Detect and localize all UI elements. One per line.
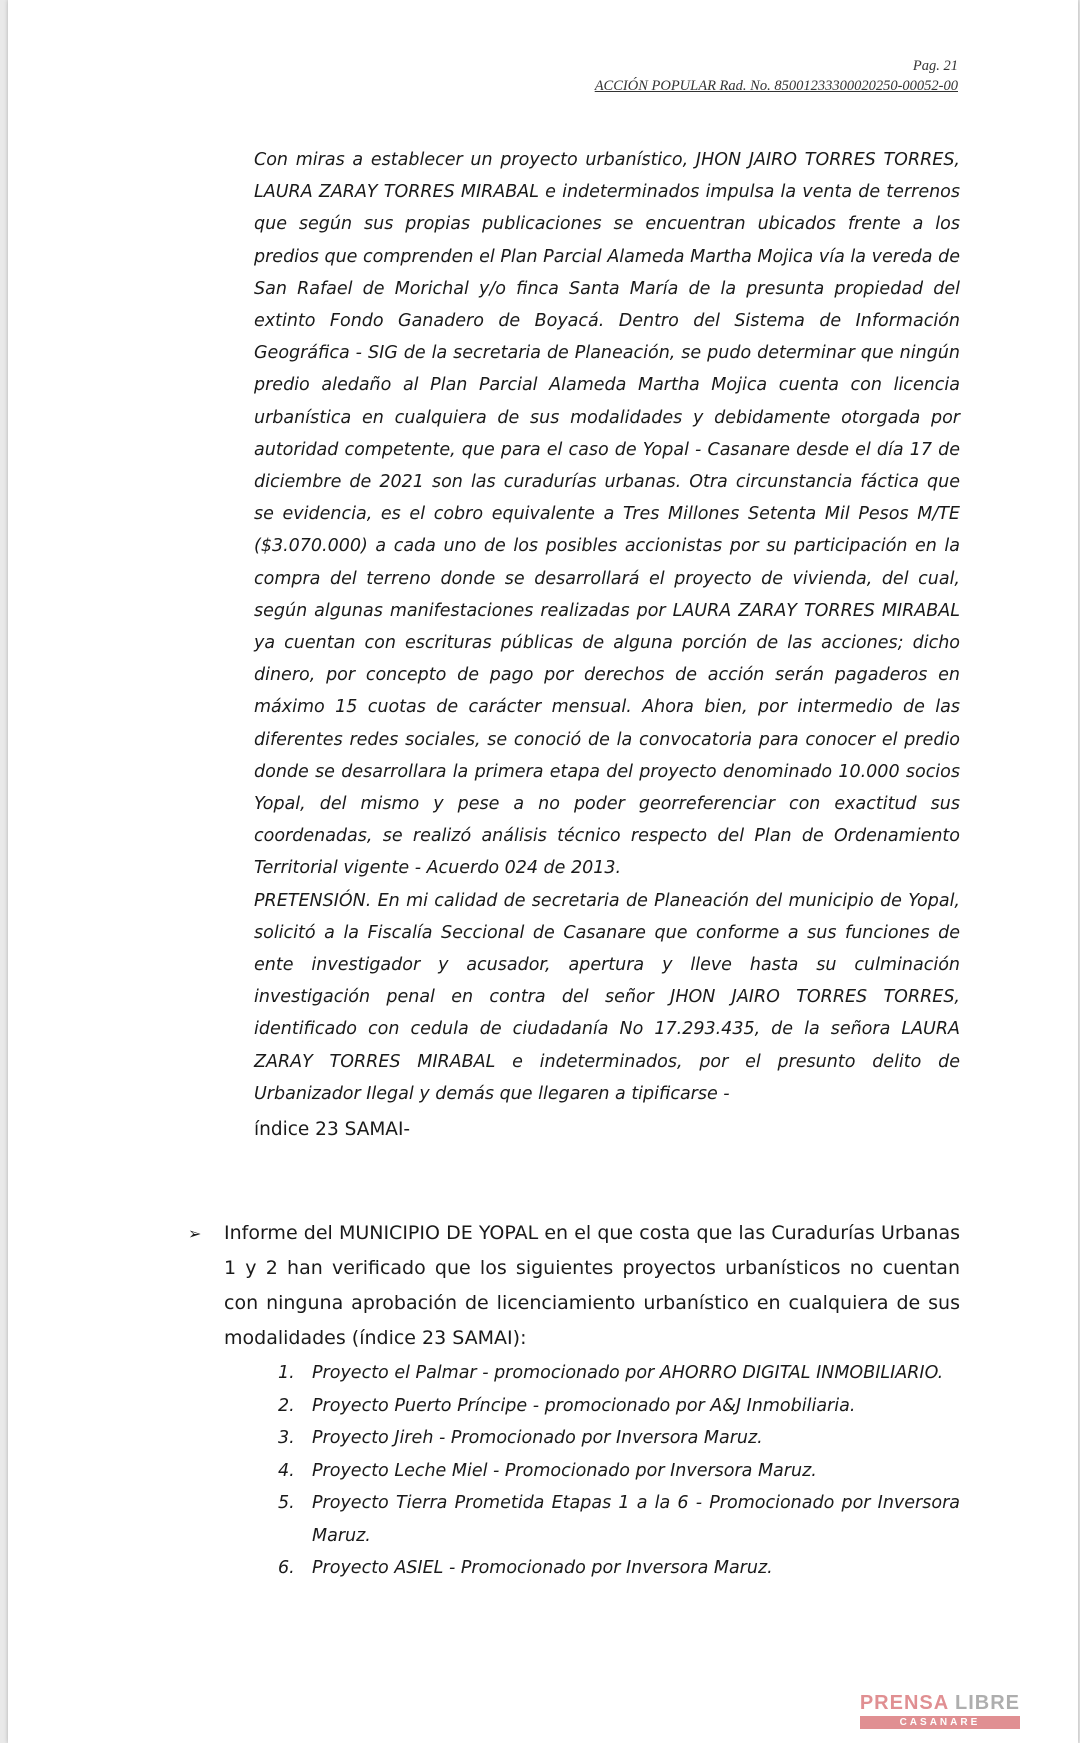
list-number: 4. <box>278 1460 295 1481</box>
bullet-text: Informe del MUNICIPIO DE YOPAL en el que costa que las Curadurías Urbanas 1 y 2 han verificado que los siguientes proyectos urbanísticos no cuentan con ninguna aprobación de licenciamiento urbanístico en cualquiera de sus modalidades (índice 23 SAMAI): <box>224 1222 960 1349</box>
project-list <box>278 1357 960 1585</box>
arrow-bullet-icon: ➢ <box>188 1224 202 1243</box>
list-number: 1. <box>278 1363 295 1383</box>
case-reference: ACCIÓN POPULAR Rad. No. 85001233300020250-00052-00 <box>594 78 958 94</box>
list-text: Proyecto ASIEL - Promocionado por Inversora Maruz. <box>312 1558 773 1578</box>
citation-text: índice 23 SAMAI- <box>254 1119 411 1141</box>
list-number: 3. <box>278 1428 295 1448</box>
watermark-word-2: LIBRE <box>955 1692 1020 1714</box>
quote-paragraph: Con miras a establecer un proyecto urbanístico, JHON JAIRO TORRES TORRES, LAURA ZARAY TORRES MIRABAL e indeterminados impulsa la venta de terrenos que según sus propias publicaciones se encuentran ubicados frente a los predios que comprenden el Plan Parcial Alameda Martha Mojica vía la vereda de San Rafael de Morichal y/o finca Santa María de la presunta propiedad del extinto Fondo Ganadero de Boyacá. Dentro del Sistema de Información Geográfica - SIG de la secretaria de Planeación, se pudo determinar que ningún predio aledaño al Plan Parcial Alameda Martha Mojica cuenta con licencia urbanística en cualquiera de sus modalidades y debidamente otorgada por autoridad competente, que para el caso de Yopal - Casanare desde el día 17 de diciembre de 2021 son las curadurías urbanas. Otra circunstancia fáctica que se evidencia, es el cobro equivalente a Tres Millones Setenta Mil Pesos M/TE ($3.070.000) a cada uno de los posibles accionistas por su participación en la compra del terreno donde se desarrollará el proyecto de vivienda, del cual, según algunas manifestaciones realizadas por LAURA ZARAY TORRES MIRABAL ya cuentan con escrituras públicas de alguna porción de las acciones; dicho dinero, por concepto de pago por derechos de acción serán pagaderos en máximo 15 cuotas de carácter mensual. Ahora bien, por intermedio de las diferentes redes sociales, se conoció de la convocatoria para conocer el predio donde se desarrollara la primera etapa del proyecto denominado 10.000 socios Yopal, del mismo y pese a no poder georreferenciar con exactitud sus coordenadas, se realizó análisis técnico respecto del Plan de Ordenamiento Territorial vigente - Acuerdo 024 de 2013. <box>254 150 960 879</box>
list-item <box>278 1455 960 1488</box>
document-page <box>8 0 1078 1743</box>
pretension-paragraph: PRETENSIÓN. En mi calidad de secretaria de Planeación del municipio de Yopal, solicitó a la Fiscalía Seccional de Casanare que conforme a sus funciones de ente investigador y acusador, apertura y lleve hasta su culminación investigación penal en contra del señor JHON JAIRO TORRES TORRES, identificado con cedula de ciudadanía No 17.293.435, de la señora LAURA ZARAY TORRES MIRABAL e indeterminados, por el presunto delito de Urbanizador Ilegal y demás que llegaren a tipificarse - <box>254 890 960 1104</box>
list-text: Proyecto Jireh - Promocionado por Inversora Maruz. <box>312 1428 763 1448</box>
list-number: 6. <box>278 1558 295 1578</box>
list-item <box>278 1357 960 1390</box>
list-item <box>278 1390 960 1423</box>
report-bullet <box>188 1216 960 1356</box>
list-item <box>278 1552 960 1585</box>
page-header <box>595 56 958 96</box>
page-number: Pag. 21 <box>912 58 958 74</box>
watermark-subtitle: CASANARE <box>860 1716 1020 1729</box>
list-text: Proyecto Puerto Príncipe - promocionado por A&J Inmobiliaria. <box>312 1395 856 1416</box>
watermark-word-1: PRENSA <box>859 1692 949 1714</box>
list-number: 2. <box>278 1395 295 1416</box>
list-text: Proyecto Leche Miel - Promocionado por Inversora Maruz. <box>312 1460 817 1481</box>
list-item <box>278 1422 960 1455</box>
watermark-logo <box>860 1692 1020 1729</box>
quoted-report <box>254 144 960 1146</box>
list-number: 5. <box>278 1493 295 1513</box>
list-text: Proyecto el Palmar - promocionado por AHORRO DIGITAL INMOBILIARIO. <box>312 1363 944 1383</box>
list-text: Proyecto Tierra Prometida Etapas 1 a la 6 - Promocionado por Inversora Maruz. <box>312 1493 960 1546</box>
list-item <box>278 1487 960 1552</box>
